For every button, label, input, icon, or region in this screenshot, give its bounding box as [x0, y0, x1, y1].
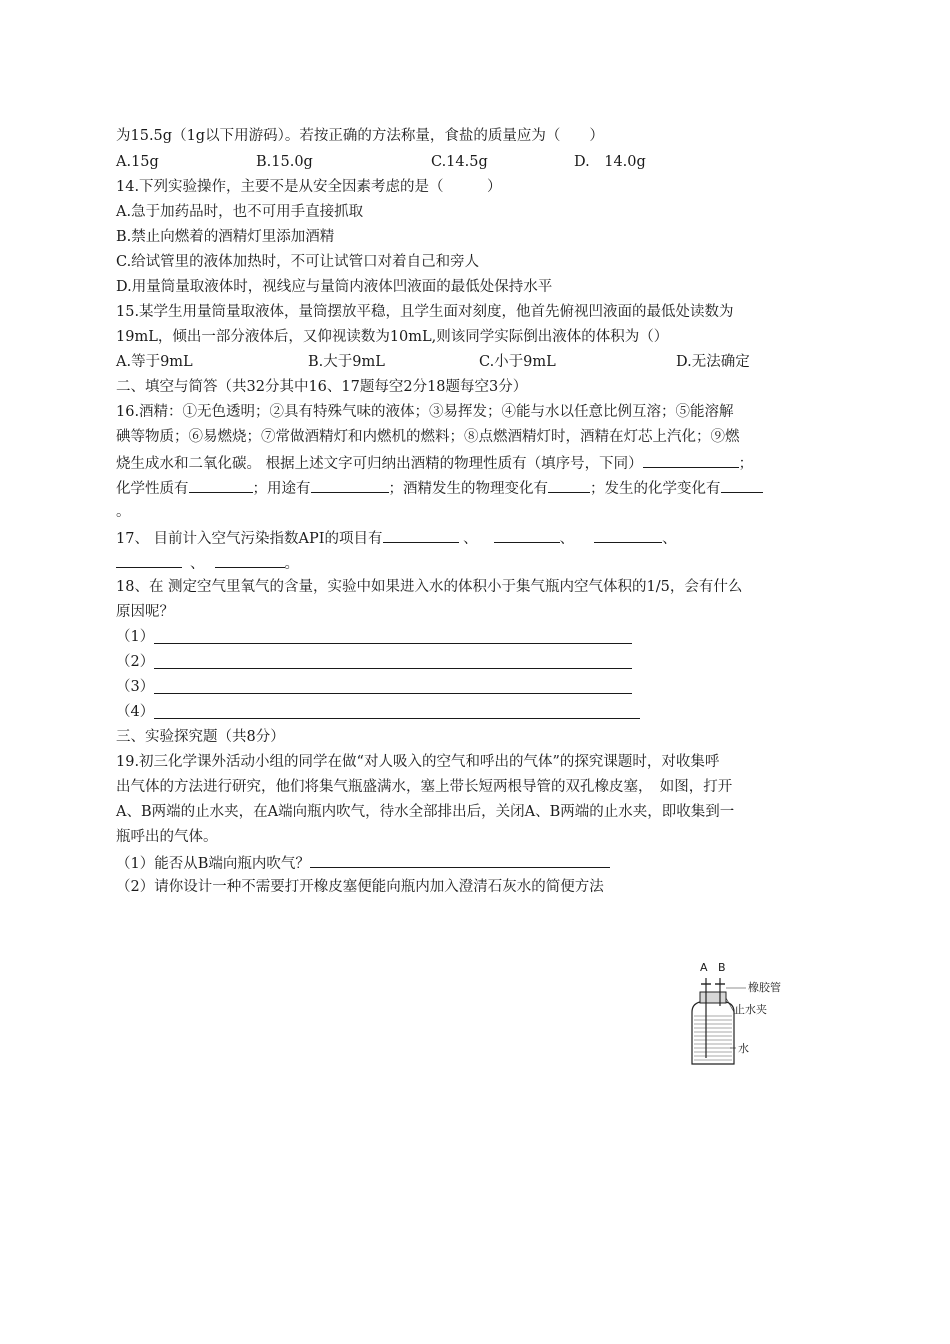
option-c: C.14.5g — [431, 154, 488, 170]
q18-answer-3-line[interactable] — [154, 692, 632, 694]
q18-answer-1-label: （1） — [116, 629, 155, 645]
label-a: A — [700, 961, 708, 974]
q19-line-2: 出气体的方法进行研究，他们将集气瓶盛满水，塞上带长短两根导管的双孔橡皮塞， 如图，打开 — [116, 779, 733, 795]
q18-line-1: 18、在 测定空气里氧气的含量，实验中如果进入水的体积小于集气瓶内空气体积的1/5，会有什么 — [116, 579, 743, 595]
api-item-blank-5[interactable] — [215, 552, 285, 568]
label-water: 水 — [738, 1042, 749, 1055]
q16-line-3-text: 烧生成水和二氧化碳。 根据上述文字可归纳出酒精的物理性质有（填序号，下同） — [116, 456, 643, 472]
q18-answer-1-line[interactable] — [154, 642, 632, 644]
q15-stem-1: 15.某学生用量筒量取液体，量筒摆放平稳，且学生面对刻度，他首先俯视凹液面的最低处读数为 — [116, 304, 734, 320]
q19-sub-2: （2）请你设计一种不需要打开橡皮塞便能向瓶内加入澄清石灰水的简便方法 — [116, 879, 604, 895]
q16-line-2: 碘等物质；⑥易燃烧；⑦常做酒精灯和内燃机的燃料；⑧点燃酒精灯时，酒精在灯芯上汽化；⑨燃 — [116, 429, 740, 445]
physical-property-blank[interactable] — [643, 452, 739, 468]
q16-line-1: 16.酒精：①无色透明；②具有特殊气味的液体；③易挥发；④能与水以任意比例互溶；⑤能溶解 — [116, 404, 734, 420]
q19-sub-1: （1）能否从B端向瓶内吹气？ — [116, 852, 846, 874]
q18-answer-4-label: （4） — [116, 704, 155, 720]
api-item-blank-3[interactable] — [594, 527, 662, 543]
q17-text: 17、 目前计入空气污染指数API的项目有 — [116, 531, 383, 547]
label-b: B — [718, 961, 726, 974]
label-rubber-tube: 橡胶管 — [748, 981, 781, 994]
q18-line-2: 原因呢？ — [116, 604, 174, 620]
option-a: A.15g — [116, 154, 159, 170]
api-item-blank-1[interactable] — [383, 527, 459, 543]
use-blank[interactable] — [311, 477, 389, 493]
option-a: A.等于9mL — [116, 354, 193, 370]
q15-stem-2: 19mL，倾出一部分液体后，又仰视读数为10mL,则该同学实际倒出液体的体积为（） — [116, 329, 669, 345]
label-water-clamp: 止水夹 — [734, 1003, 767, 1016]
section-3-title: 三、实验探究题（共8分） — [116, 729, 285, 745]
q17-line-2: 、 。 — [116, 552, 846, 574]
q16-line-5: 。 — [116, 504, 131, 520]
chemical-property-blank[interactable] — [189, 477, 253, 493]
q18-answer-2-line[interactable] — [154, 667, 632, 669]
option-b: B.15.0g — [256, 154, 313, 170]
chemical-change-blank[interactable] — [721, 477, 763, 493]
q16-line-4: 化学性质有 ；用途有 ；酒精发生的物理变化有 ；发生的化学变化有 — [116, 477, 846, 499]
q14-option-a: A.急于加药品时，也不可用手直接抓取 — [116, 204, 364, 220]
q14-option-d: D.用量筒量取液体时，视线应与量筒内液体凹液面的最低处保持水平 — [116, 279, 553, 295]
physical-change-blank[interactable] — [548, 477, 590, 493]
gas-collection-bottle-diagram — [686, 961, 816, 1068]
option-b: B.大于9mL — [308, 354, 385, 370]
option-c: C.小于9mL — [479, 354, 556, 370]
q13-tail: 为15.5g（1g以下用游码）。若按正确的方法称量，食盐的质量应为（ ） — [116, 128, 604, 144]
q16-line-3: 烧生成水和二氧化碳。 根据上述文字可归纳出酒精的物理性质有（填序号，下同） ； — [116, 452, 846, 474]
q19-sub-1-blank[interactable] — [310, 852, 610, 868]
section-2-title: 二、填空与简答（共32分其中16、17题每空2分18题每空3分） — [116, 379, 528, 395]
q14-option-c: C.给试管里的液体加热时，不可让试管口对着自己和旁人 — [116, 254, 480, 270]
option-d: D. 14.0g — [574, 154, 646, 170]
q18-answer-2-label: （2） — [116, 654, 155, 670]
api-item-blank-2[interactable] — [494, 527, 560, 543]
q19-line-3: A、B两端的止水夹，在A端向瓶内吹气，待水全部排出后，关闭A、B两端的止水夹，即收集到一 — [116, 804, 735, 820]
q18-answer-3-label: （3） — [116, 679, 155, 695]
q14-option-b: B.禁止向燃着的酒精灯里添加酒精 — [116, 229, 335, 245]
q17-line-1: 17、 目前计入空气污染指数API的项目有 、 、 、 — [116, 527, 846, 549]
q18-answer-4-line[interactable] — [154, 717, 640, 719]
q19-line-4: 瓶呼出的气体。 — [116, 829, 218, 845]
api-item-blank-4[interactable] — [116, 552, 182, 568]
option-d: D.无法确定 — [676, 354, 750, 370]
q19-line-1: 19.初三化学课外活动小组的同学在做“对人吸入的空气和呼出的气体”的探究课题时，对收集呼 — [116, 754, 720, 770]
q14-stem: 14.下列实验操作，主要不是从安全因素考虑的是（ ） — [116, 179, 502, 195]
